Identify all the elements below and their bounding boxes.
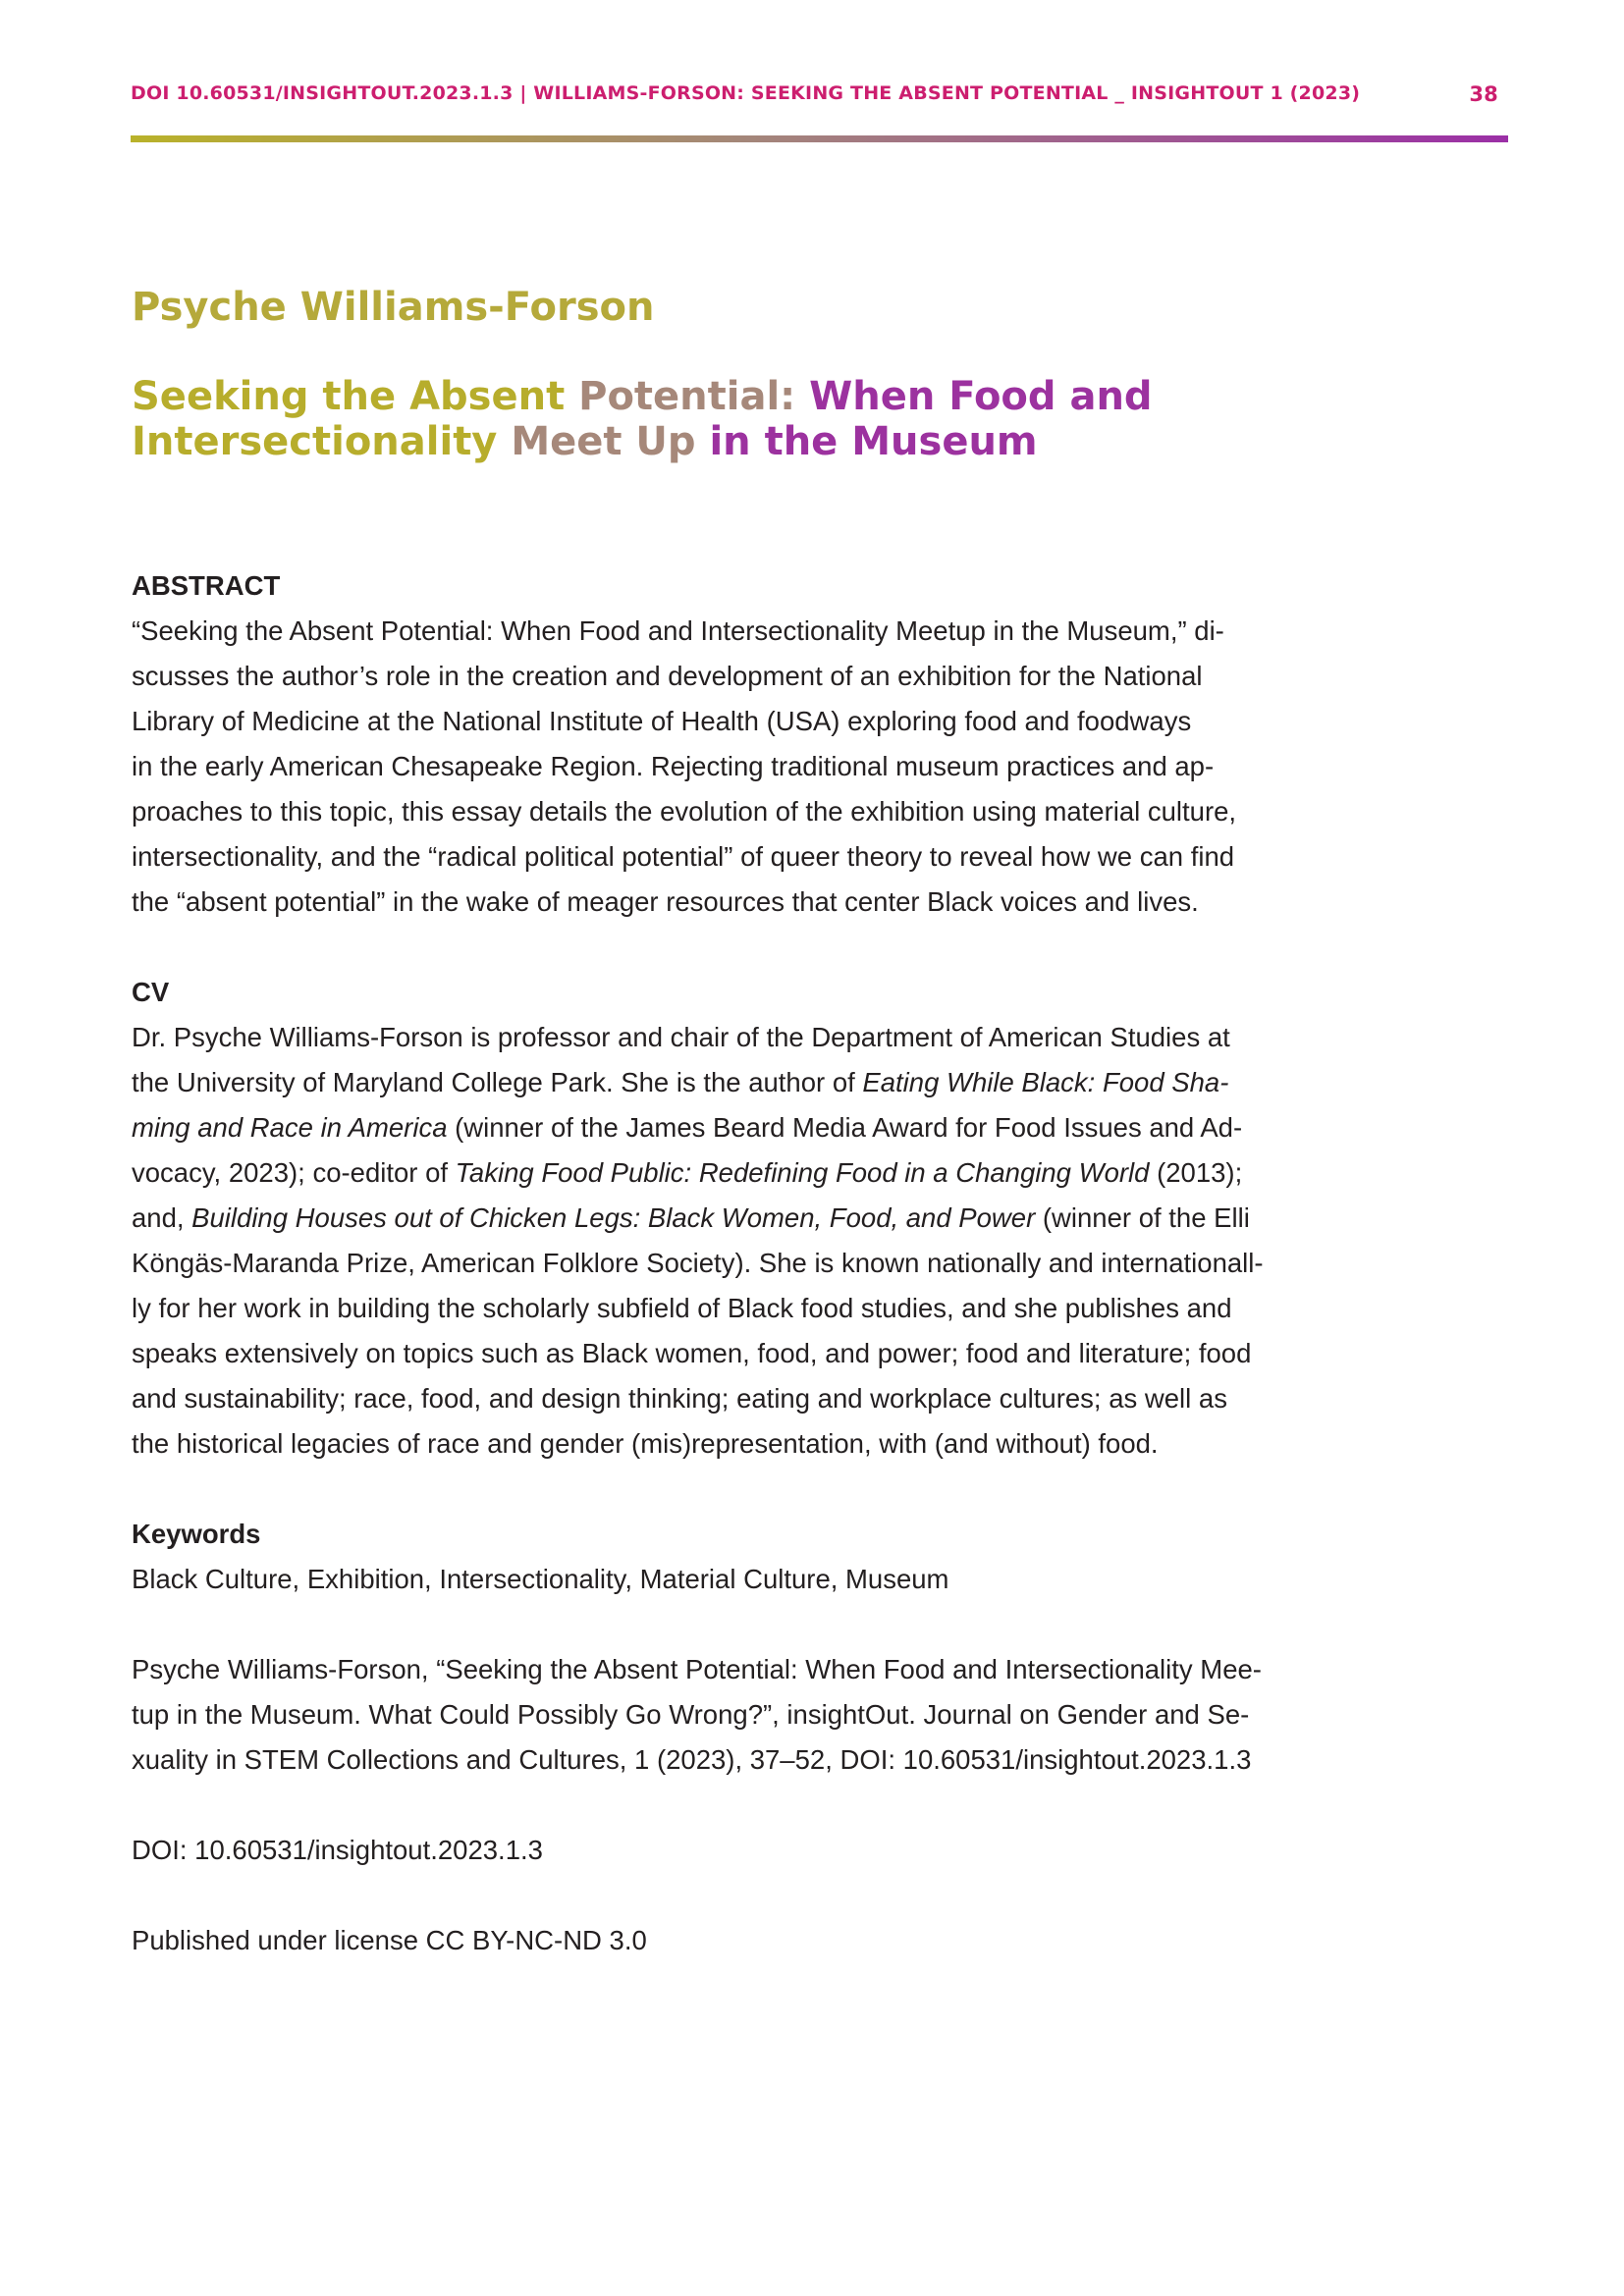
title-segment: When Food and (809, 374, 1153, 419)
main-content (132, 563, 1310, 2008)
title-segment: Potential: (578, 374, 810, 419)
title-segment: Seeking the Absent (132, 374, 579, 419)
book-title: Building Houses out of Chicken Legs: Black Women, Food, and Power (191, 1202, 1036, 1233)
author-name: Psyche Williams-Forson (132, 285, 655, 330)
keywords-heading: Keywords (132, 1519, 261, 1549)
abstract-section (132, 563, 1310, 925)
title-segment: Meet Up (511, 419, 710, 464)
cv-text-part: (winner of the James Beard Media Award for Food Issues and Ad- vocacy, 2023); co-editor of (132, 1112, 1243, 1188)
keywords-text: Black Culture, Exhibition, Intersectionality, Material Culture, Museum (132, 1564, 949, 1594)
cv-section (132, 970, 1310, 1467)
abstract-heading: ABSTRACT (132, 570, 281, 601)
title-line-2 (132, 419, 1261, 464)
cv-text-part: Dr. Psyche Williams-Forson is professor and chair of the Department of American Studies at the University of Maryland College Park. She is the author of (132, 1022, 1230, 1097)
header-rule (131, 135, 1508, 142)
title-segment: Intersectionality (132, 419, 512, 464)
title-segment: in the Museum (709, 419, 1038, 464)
book-title: Eating While Black: Food Sha- ming and Race in America (132, 1067, 1229, 1143)
running-header (131, 82, 1498, 112)
citation-section (132, 1647, 1310, 1783)
doi-text: DOI: 10.60531/insightout.2023.1.3 (132, 1835, 543, 1865)
license-text: Published under license CC BY-NC-ND 3.0 (132, 1925, 647, 1955)
cv-heading: CV (132, 977, 170, 1007)
keywords-section (132, 1512, 1310, 1602)
cv-text (132, 1015, 1310, 1467)
citation-text: Psyche Williams-Forson, “Seeking the Absent Potential: When Food and Intersectionality Mee- tup in the Museum. What Could Possibly Go Wrong?”, insightOut. Journal on Gender and Se- xuality in STEM Collections and Cultures, 1 (2023), 37–52, DOI: 10.60531/insightout.2023.1.3 (132, 1654, 1262, 1775)
page-number: 38 (1469, 82, 1498, 106)
book-title: Taking Food Public: Redefining Food in a Changing World (455, 1157, 1150, 1188)
running-header-text: DOI 10.60531/INSIGHTOUT.2023.1.3 | WILLIAMS-FORSON: SEEKING THE ABSENT POTENTIAL _ INSIGHTOUT 1 (2023) (131, 82, 1361, 104)
title-line-1 (132, 374, 1261, 419)
cv-text-part: (2013); and, (132, 1157, 1243, 1233)
abstract-text: “Seeking the Absent Potential: When Food and Intersectionality Meetup in the Museum,” di- scusses the author’s role in the creation and development of an exhibition for the National Library of Medicine at the National Institute of Health (USA) exploring food and foodways in the early American Chesapeake Region. Rejecting traditional museum practices and ap- proaches to this topic, this essay details the evolution of the exhibition using material culture, intersectionality, and the “radical political potential” of queer theory to reveal how we can find the “absent potential” in the wake of meager resources that center Black voices and lives. (132, 615, 1237, 917)
doi-section (132, 1828, 1310, 1873)
cv-text-part: (winner of the Elli Köngäs-Maranda Prize, American Folklore Society). She is known nationally and internationall- ly for her work in building the scholarly subfield of Black food studies, and she publishes and speaks extensively on topics such as Black women, food, and power; food and literature; food and sustainability; race, food, and design thinking; eating and workplace cultures; as well as the historical legacies of race and gender (mis)representation, with (and without) food. (132, 1202, 1264, 1459)
license-section (132, 1918, 1310, 1963)
article-title (132, 374, 1261, 464)
